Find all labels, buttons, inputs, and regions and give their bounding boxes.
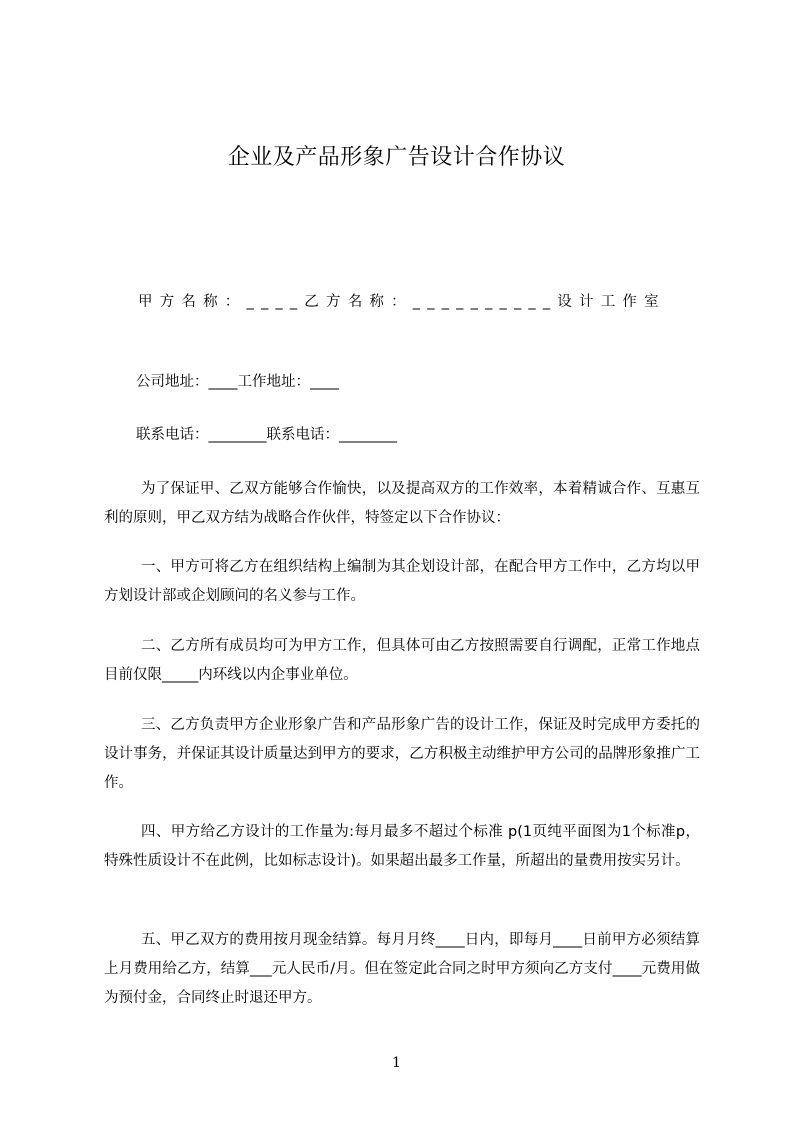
clause-5: 五、甲乙双方的费用按月现金结算。每月月终____日内，即每月____日前甲方必须结算上月费用给乙方，结算___元人民币/月。但在签定此合同之时甲方须向乙方支付____元费用做为预付金，合同终止时退还甲方。 bbox=[104, 932, 700, 1006]
clause-4-paragraph bbox=[104, 818, 700, 876]
clause-2: 二、乙方所有成员均可为甲方工作，但具体可由乙方按照需要自行调配，正常工作地点目前仅限_____内环线以内企事业单位。 bbox=[104, 638, 700, 683]
phone-line: 联系电话：________联系电话：________ bbox=[136, 427, 397, 443]
document-title: 企业及产品形象广告设计合作协议 bbox=[227, 145, 566, 170]
intro-paragraph bbox=[104, 475, 700, 533]
clause-3-paragraph bbox=[104, 711, 700, 798]
clause-2-paragraph bbox=[104, 632, 700, 690]
party-names-line: 甲方名称：____乙方名称：__________设计工作室 bbox=[138, 294, 666, 310]
clause-1-paragraph bbox=[104, 553, 700, 611]
clause-1: 一、甲方可将乙方在组织结构上编制为其企划设计部，在配合甲方工作中，乙方均以甲方划设计部或企划顾问的名义参与工作。 bbox=[104, 559, 700, 604]
address-line: 公司地址：____工作地址：____ bbox=[136, 374, 339, 390]
clause-intro: 为了保证甲、乙双方能够合作愉快，以及提高双方的工作效率，本着精诚合作、互惠互利的原则，甲乙双方结为战略合作伙伴，特签定以下合作协议： bbox=[104, 481, 700, 526]
clause-4: 四、甲方给乙方设计的工作量为:每月最多不超过个标准 p(1页纯平面图为1个标准p，特殊性质设计不在此例，比如标志设计)。如果超出最多工作量，所超出的量费用按实另计。 bbox=[104, 824, 700, 869]
page-number: 1 bbox=[392, 1055, 401, 1071]
clause-5-paragraph bbox=[104, 926, 700, 1013]
clause-3: 三、乙方负责甲方企业形象广告和产品形象广告的设计工作，保证及时完成甲方委托的设计事务，并保证其设计质量达到甲方的要求，乙方积极主动维护甲方公司的品牌形象推广工作。 bbox=[104, 717, 700, 791]
